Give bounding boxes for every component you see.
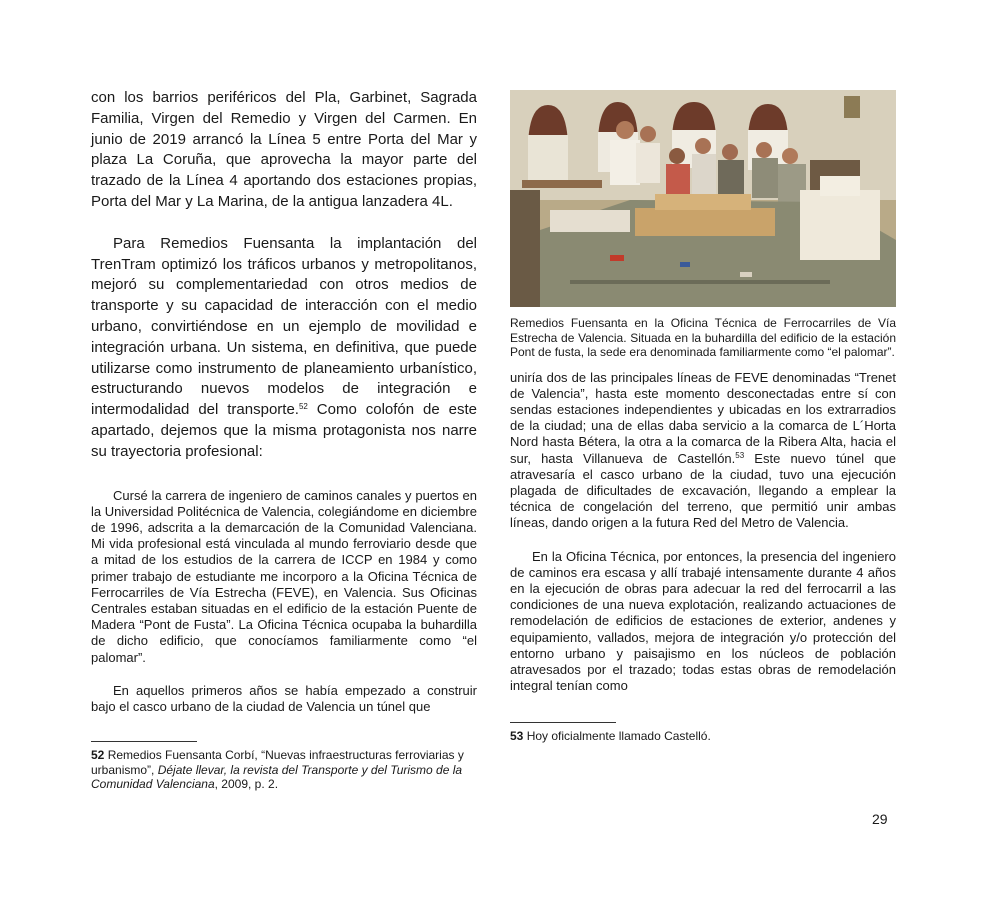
footnote-publication: Déjate llevar, la revista del Transporte y del Turismo de la Comunidad Valenciana [91,762,463,792]
right-column [510,90,896,744]
paragraph-text: uniría dos de las principales líneas de FEVE denominadas “Trenet de Valencia”, hasta este momento desconectadas entre sí con sendas estaciones independientes y ubicadas en los extrarradios de la ciudad; una de ellas daba servicio a la comarca de L´Horta Nord hasta Bétera, la otra a la comarca de la Ribera Alta, hacia el sur, hasta Villanueva de Castellón. [510,369,896,466]
footnote-ref: 53 [735,450,745,460]
footnote [510,729,896,744]
left-column [91,88,477,792]
footnote [91,748,477,792]
footnote-text: , 2009, p. 2. [214,777,279,792]
paragraph: En la Oficina Técnica, por entonces, la presencia del ingeniero de caminos era escasa y allí trabajé intensamente durante 4 años en la ejecución de obras para adecuar la red del ferrocarril a las condiciones de una nueva explotación, realizando actuaciones de remodelación de edificios de estaciones de exterior, andenes y equipamiento, vallados, mejora de integración y/o protección del entorno urbano y paisajismo en los núcleos de población atravesados por el trazado; todas estas obras de remodelación integral tenían como [510,548,896,694]
paragraph-text: Como colofón de este apartado, dejemos que la misma protagonista nos narre su trayectoria profesional: [91,401,477,460]
footnote-number: 52 [91,748,105,763]
paragraph [510,370,896,532]
quote-paragraph: Cursé la carrera de ingeniero de caminos canales y puertos en la Universidad Politécnica de Valencia, colegiándome en diciembre de 1996, adscrita a la demarcación de la Comunidad Valenciana. Mi vida profesional está vinculada al mundo ferroviario desde que a mitad de los estudios de la carrera de ICCP en 1984 y como primer trabajo de estudiante me incorporo a la Oficina Técnica de Ferrocarriles de Vía Estrecha (FEVE), en Valencia. Sus Oficinas Centrales estaban situadas en el edificio de la estación Puente de Madera “Pont de Fusta”. La Oficina Técnica ocupaba la buhardilla de dicho edificio, que conocíamos familiarmente como “el palomar”. [91,487,477,665]
paragraph-text: Para Remedios Fuensanta la implantación del TrenTram optimizó los tráficos urbanos y metropolitanos, mejoró su complementariedad con otros medios de transporte y su capacidad de interacción con el medio urbano, convirtiéndose en un ejemplo de movilidad e integración urbana. Un sistema, en definitiva, que puede utilizarse como instrumento de planeamiento urbanístico, estructurando nuevos modelos de integración e intermodalidad del transporte. [91,234,477,419]
footnote-rule [91,741,197,742]
paragraph: con los barrios periféricos del Pla, Garbinet, Sagrada Familia, Virgen del Remedio y Virgen del Carmen. En junio de 2019 arrancó la Línea 5 entre Porta del Mar y plaza La Coruña, que aprovecha la mayor parte del trazado de la Línea 4 aportando dos estaciones propias, Porta del Mar y La Marina, de la antigua lanzadera 4L. [91,89,477,210]
page-number: 29 [872,811,888,827]
footnote-number: 53 [510,729,524,744]
photo-caption: Remedios Fuensanta en la Oficina Técnica de Ferrocarriles de Vía Estrecha de Valencia. Situada en la buhardilla del edificio de la estación Pont de fusta, la sede era denominada familiarmente como “el palomar”. [510,316,896,359]
footnote-text: Hoy oficialmente llamado Castelló. [523,729,711,744]
footnote-rule [510,722,616,723]
office-photo [510,90,896,307]
paragraph-text: Este nuevo túnel que atravesaría el casco urbano de la ciudad, tuvo una ejecución plagada de dificultades de excavación, llegando a emplear la técnica de congelación del terreno, que permitió unir ambas líneas, dando origen a la futura Red del Metro de Valencia. [510,450,896,531]
footnote-ref: 52 [298,402,308,412]
paragraph [91,234,477,463]
quote-paragraph: En aquellos primeros años se había empezado a construir bajo el casco urbano de la ciudad de Valencia un túnel que [91,682,477,714]
footnote-text: Remedios Fuensanta Corbí, “Nuevas infraestructuras ferroviarias y urbanismo”, [91,748,464,777]
office-photo-illustration [510,90,896,307]
